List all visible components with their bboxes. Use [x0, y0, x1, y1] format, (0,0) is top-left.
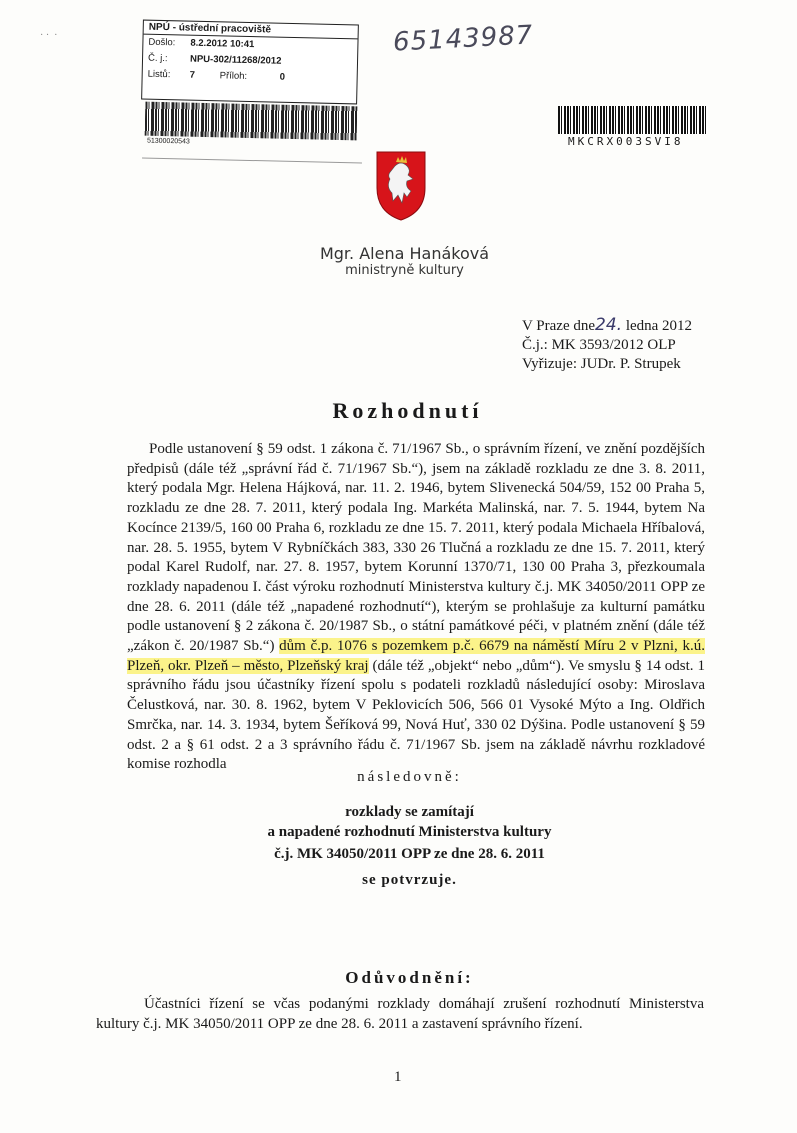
- paragraph-part-2: (dále též „objekt“ nebo „dům“). Ve smyslu § 14 odst. 1 správního řádu jsou účastníky řízení spolu s podateli rozkladů následující osoby: Miroslava Čelustková, nar. 30. 8. 1962, bytem V Peklovicích 506, 566 01 Vysoké Mýto a Ing. Oldřich Smrčka, nar. 14. 3. 1934, bytem Šeříková 99, Nová Huť, 330 02 Dýšina. Podle ustanovení § 59 odst. 2 a § 61 odst. 2 a 3 správního řádu č. 71/1967 Sb. jsem na základě návrhu rozkladové komise rozhodla: [127, 657, 705, 773]
- stamp-attachments-label: Příloh:: [219, 70, 248, 82]
- stamp-sheets-label: Listů:: [147, 68, 171, 81]
- minister-name: Mgr. Alena Hanáková: [319, 244, 490, 263]
- decision-line-confirmed: se potvrzuje.: [362, 872, 457, 888]
- highlighted-property: dům č.p. 1076 s pozemkem p.č. 6679 na náměstí Míru 2 v Plzni, k.ú. Plzeň, okr. Plzeň – město, Plzeňský kraj: [127, 638, 706, 674]
- decision-line-appeals: rozklady se zamítají: [345, 804, 474, 820]
- reasoning-text: Účastníci řízení se včas podanými rozklady domáhají zrušení rozhodnutí Ministerstva kultury č.j. MK 34050/2011 OPP ze dne 28. 6. 2011 a zastavení správního řízení.: [96, 996, 704, 1032]
- stamp-divider: [142, 158, 362, 164]
- stamp-header: NPÚ - ústřední pracoviště: [144, 21, 358, 40]
- decision-paragraph: [127, 440, 705, 775]
- decision-line-reference: č.j. MK 34050/2011 OPP ze dne 28. 6. 2011: [274, 846, 545, 862]
- czech-lion-emblem-icon: [375, 148, 427, 222]
- paragraph-part-1: Podle ustanovení § 59 odst. 1 zákona č. 71/1967 Sb., o správním řízení, ve znění pozdějších předpisů (dále též „správní řád č. 71/1967 Sb.“), jsem na základě rozkladu ze dne 3. 8. 2011, který podala Mgr. Helena Hájková, nar. 11. 2. 1946, bytem Slivenecká 504/59, 152 00 Praha 5, rozkladu ze dne 28. 7. 2011, který podala Ing. Markéta Malinská, nar. 7. 5. 1944, bytem Na Kocínce 2139/5, 160 00 Praha 6, rozkladu ze dne 15. 7. 2011, který podala Michaela Hříbalová, nar. 28. 5. 1955, bytem V Rybníčkách 383, 330 26 Tlučná a rozkladu ze dne 15. 7. 2011, který podal Karel Rudolf, nar. 27. 8. 1957, bytem Korunní 1370/71, 130 00 Praha 3, přezkoumala rozklady napadenou I. část výroku rozhodnutí Ministerstva kultury č.j. MK 34050/2011 OPP ze dne 28. 6. 2011 (dále též „napadené rozhodnutí“), kterým se prohlašuje za kulturní památku podle ustanovení § 2 zákona č. 20/1987 Sb., o státní památkové péči, v platném znění (dále též „zákon č. 20/1987 Sb.“): [127, 441, 705, 655]
- date-prefix: V Praze dne: [522, 318, 596, 334]
- minister-title: ministryně kultury: [345, 263, 464, 278]
- date-day-handwritten: 24.: [595, 315, 623, 335]
- registry-stamp: [141, 20, 359, 105]
- stamp-received-label: Došlo:: [148, 36, 176, 49]
- stamp-sheets-value: 7: [189, 69, 196, 81]
- date-suffix: ledna 2012: [625, 318, 693, 334]
- stamp-attachments-value: 0: [279, 71, 286, 83]
- decision-intro: následovně:: [357, 769, 462, 785]
- reasoning-paragraph: [96, 994, 704, 1034]
- document-date: [522, 316, 692, 336]
- page-number: 1: [394, 1069, 402, 1085]
- reasoning-title: Odůvodnění:: [345, 968, 474, 987]
- stamp-ref-label: Č. j.:: [147, 52, 168, 65]
- stamp-received-value: 8.2.2012 10:41: [190, 37, 255, 51]
- document-barcode: [558, 106, 708, 134]
- stamp-barcode-number: 51300020543: [146, 137, 190, 146]
- decision-line-decision: a napadené rozhodnutí Ministerstva kultury: [267, 824, 552, 840]
- document-barcode-text: MKCRX003SVI8: [568, 135, 684, 148]
- handwritten-number: 65143987: [392, 20, 535, 58]
- stamp-barcode: [145, 102, 358, 141]
- scan-marks: · · ·: [40, 30, 58, 41]
- stamp-ref-value: NPU-302/11268/2012: [189, 53, 282, 67]
- document-meta: [522, 316, 692, 374]
- document-reference: Č.j.: MK 3593/2012 OLP: [522, 337, 676, 353]
- document-title: Rozhodnutí: [332, 398, 483, 423]
- document-handler: Vyřizuje: JUDr. P. Strupek: [522, 356, 681, 372]
